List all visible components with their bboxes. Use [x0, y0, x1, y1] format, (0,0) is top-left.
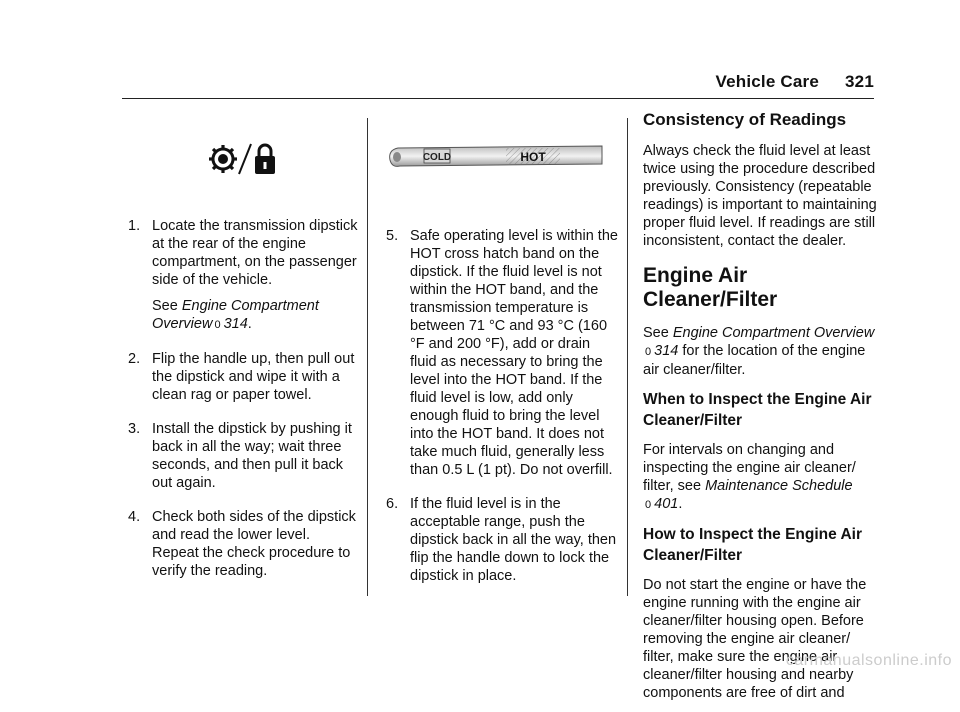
filter-see-link[interactable]: Engine Compartment Overview [672, 325, 875, 341]
page-ref-icon: 0 [214, 319, 221, 331]
step-2: 2. Flip the handle up, then pull out the dipstick and wipe it with a clean rag or paper towel. [128, 351, 355, 403]
filter-heading: Engine Air Cleaner/Filter [643, 264, 778, 311]
how-heading: How to Inspect the Engine Air Cleaner/Filter [643, 526, 863, 564]
right-column [643, 110, 878, 712]
filter-page-link[interactable]: 314 [654, 343, 679, 359]
when-paragraph: For intervals on changing and inspecting the engine air cleaner/ filter, see Maintenance Schedule 0 401. [643, 442, 856, 512]
hot-label: HOT [520, 150, 546, 164]
page-ref-icon: 0 [645, 346, 652, 358]
column-divider-2 [627, 118, 628, 596]
filter-paragraph: See Engine Compartment Overview 0 314 for the location of the engine air cleaner/filter. [643, 325, 875, 378]
watermark: carmanualsonline.info [785, 652, 952, 669]
step-3: 3. Install the dipstick by pushing it back in all the way; wait three seconds, and then pull it back out again. [128, 421, 352, 491]
step-1: 1. Locate the transmission dipstick at the rear of the engine compartment, on the passenger side of the vehicle. See Engine Compartment Overview 0 314. [128, 218, 358, 332]
step-4: 4. Check both sides of the dipstick and read the lower level. Repeat the check procedure to verify the reading. [128, 509, 356, 579]
header-rule [122, 98, 874, 99]
step-6: 6. If the fluid level is in the acceptable range, push the dipstick back in all the way, then flip the handle down to lock the dipstick in place. [386, 496, 617, 584]
middle-steps [386, 227, 618, 593]
left-column [128, 140, 358, 596]
maintenance-page-link[interactable]: 401 [654, 496, 679, 512]
page-number: 321 [845, 72, 874, 91]
page-link[interactable]: 314 [223, 316, 248, 332]
cold-label: COLD [422, 152, 452, 163]
when-heading: When to Inspect the Engine Air Cleaner/Filter [643, 391, 872, 429]
left-steps [128, 217, 358, 588]
dipstick-illustration [386, 140, 618, 179]
middle-column [386, 140, 618, 601]
how-text: Do not start the engine or have the engine running with the engine air cleaner/filter housing open. Before removing the engine air cleaner/ filter, make sure the engine air cleaner/filter housing and nearby components are free of dirt and [643, 577, 867, 701]
consistency-heading: Consistency of Readings [643, 110, 847, 129]
maintenance-link[interactable]: Maintenance Schedule [705, 478, 853, 494]
consistency-text: Always check the fluid level at least twice using the procedure described previously. Consistency (repeatable readings) is important to maintaining proper fluid level. If readings are still inconsistent, contact the dealer. [643, 143, 877, 249]
see-link[interactable]: Engine Compartment Overview [152, 298, 319, 332]
step-5: 5. Safe operating level is within the HOT cross hatch band on the dipstick. If the fluid level is not within the HOT band, and the transmission temperature is between 71 °C and 93 °C (160 °F and 200 °F), add or drain fluid as necessary to bring the level into the HOT band. If the fluid level is low, add only enough fluid to bring the level into the HOT band. It does not take much fluid, generally less than 0.5 L (1 pt). Do not overfill. [386, 228, 618, 478]
page-ref-icon: 0 [645, 499, 652, 511]
column-divider-1 [367, 118, 368, 596]
running-header [716, 72, 875, 92]
section-title: Vehicle Care [715, 72, 820, 91]
transmission-lock-icon [128, 140, 358, 185]
